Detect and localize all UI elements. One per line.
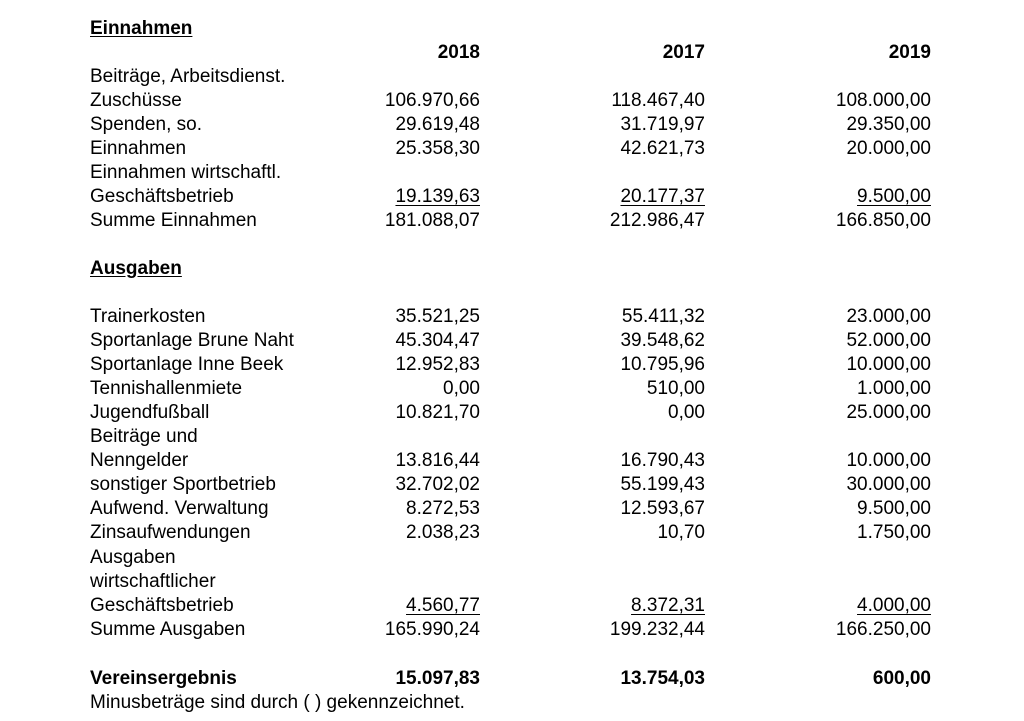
expense-row: [0, 473, 1024, 497]
expense-row: [0, 305, 1024, 329]
expense-row: [0, 425, 1024, 449]
expense-row: [0, 546, 1024, 570]
value-2018: 181.088,07: [384, 210, 480, 231]
income-row: [0, 89, 1024, 113]
value-2019: 29.350,00: [846, 114, 931, 135]
value-2019: 30.000,00: [846, 474, 931, 495]
expense-row: [0, 353, 1024, 377]
expenses-total-row: [0, 618, 1024, 642]
income-total-row: [0, 209, 1024, 233]
row-label: Geschäftsbetrieb: [90, 595, 234, 616]
result-label: Vereinsergebnis: [90, 668, 237, 689]
value-2017: 16.790,43: [620, 450, 705, 471]
value-2018: 29.619,48: [395, 114, 480, 135]
value-2019: 10.000,00: [846, 354, 931, 375]
expense-row: [0, 449, 1024, 473]
value-2017: 42.621,73: [620, 138, 705, 159]
value-2017: 55.199,43: [620, 474, 705, 495]
expense-row: [0, 570, 1024, 594]
value-2019: 25.000,00: [846, 402, 931, 423]
value-2017: 20.177,37: [620, 186, 705, 207]
value-2018: 32.702,02: [395, 474, 480, 495]
year-header-2: 2017: [662, 42, 705, 63]
row-label: Sportanlage Brune Naht: [90, 330, 294, 351]
result-row: [0, 667, 1024, 691]
expenses-heading-line: [0, 257, 1024, 281]
row-label: Geschäftsbetrieb: [90, 186, 234, 207]
row-label: Aufwend. Verwaltung: [90, 498, 269, 519]
value-2017: 12.593,67: [620, 498, 705, 519]
value-2017: 118.467,40: [611, 90, 705, 111]
row-label: Zinsaufwendungen: [90, 522, 251, 543]
expense-row: [0, 401, 1024, 425]
row-label: Jugendfußball: [90, 402, 210, 423]
income-row: [0, 185, 1024, 209]
value-2017: 10.795,96: [620, 354, 705, 375]
income-row: [0, 137, 1024, 161]
value-2019: 166.250,00: [835, 619, 931, 640]
value-2019: 52.000,00: [846, 330, 931, 351]
year-header-3: 2019: [888, 42, 931, 63]
row-label: Nenngelder: [90, 450, 189, 471]
row-label: Spenden, so.: [90, 114, 202, 135]
value-2018: 13.816,44: [395, 450, 480, 471]
value-2018: 35.521,25: [395, 306, 480, 327]
year-header-1: 2018: [437, 42, 480, 63]
value-2019: 1.000,00: [857, 378, 931, 399]
value-2017: 8.372,31: [631, 595, 705, 616]
row-label: sonstiger Sportbetrieb: [90, 474, 276, 495]
value-2017: 39.548,62: [620, 330, 705, 351]
value-2017: 510,00: [646, 378, 705, 399]
row-label: Einnahmen: [90, 138, 187, 159]
expense-row: [0, 521, 1024, 545]
year-header-row: [0, 41, 1024, 65]
value-2019: 20.000,00: [846, 138, 931, 159]
row-label: Beiträge und: [90, 426, 198, 447]
value-2019: 9.500,00: [857, 186, 931, 207]
income-row: [0, 161, 1024, 185]
value-2017: 0,00: [668, 402, 705, 423]
value-2019: 1.750,00: [857, 522, 931, 543]
value-2019: 4.000,00: [857, 595, 931, 616]
row-label: Summe Ausgaben: [90, 619, 246, 640]
value-2017: 13.754,03: [620, 668, 705, 689]
value-2018: 4.560,77: [406, 595, 480, 616]
income-heading-line: [0, 17, 1024, 41]
value-2019: 166.850,00: [835, 210, 931, 231]
row-label: Sportanlage Inne Beek: [90, 354, 284, 375]
row-label: wirtschaftlicher: [90, 571, 216, 592]
row-label: Einnahmen wirtschaftl.: [90, 162, 282, 183]
value-2018: 10.821,70: [395, 402, 480, 423]
expenses-heading: Ausgaben: [90, 258, 182, 279]
value-2017: 10,70: [657, 522, 705, 543]
value-2019: 108.000,00: [835, 90, 931, 111]
row-label: Summe Einnahmen: [90, 210, 257, 231]
value-2019: 23.000,00: [846, 306, 931, 327]
footnote-line: [0, 691, 1024, 715]
value-2018: 106.970,66: [384, 90, 480, 111]
value-2018: 0,00: [443, 378, 480, 399]
value-2017: 212.986,47: [609, 210, 705, 231]
value-2019: 9.500,00: [857, 498, 931, 519]
expense-row: [0, 377, 1024, 401]
row-label: Trainerkosten: [90, 306, 206, 327]
income-heading: Einnahmen: [90, 18, 193, 39]
row-label: Tennishallenmiete: [90, 378, 243, 399]
footnote: Minusbeträge sind durch ( ) gekennzeichnet.: [90, 692, 465, 713]
value-2018: 19.139,63: [395, 186, 480, 207]
value-2018: 25.358,30: [395, 138, 480, 159]
income-row: [0, 113, 1024, 137]
income-row: [0, 65, 1024, 89]
value-2017: 31.719,97: [620, 114, 705, 135]
value-2019: 600,00: [872, 668, 931, 689]
row-label: Zuschüsse: [90, 90, 182, 111]
value-2018: 15.097,83: [395, 668, 480, 689]
value-2018: 12.952,83: [395, 354, 480, 375]
expense-row: [0, 594, 1024, 618]
row-label: Ausgaben: [90, 547, 176, 568]
value-2018: 165.990,24: [384, 619, 480, 640]
expense-row: [0, 329, 1024, 353]
value-2017: 199.232,44: [609, 619, 705, 640]
value-2018: 8.272,53: [406, 498, 480, 519]
value-2018: 45.304,47: [395, 330, 480, 351]
expense-row: [0, 497, 1024, 521]
value-2017: 55.411,32: [621, 306, 705, 327]
row-label: Beiträge, Arbeitsdienst.: [90, 66, 286, 87]
value-2018: 2.038,23: [406, 522, 480, 543]
value-2019: 10.000,00: [846, 450, 931, 471]
